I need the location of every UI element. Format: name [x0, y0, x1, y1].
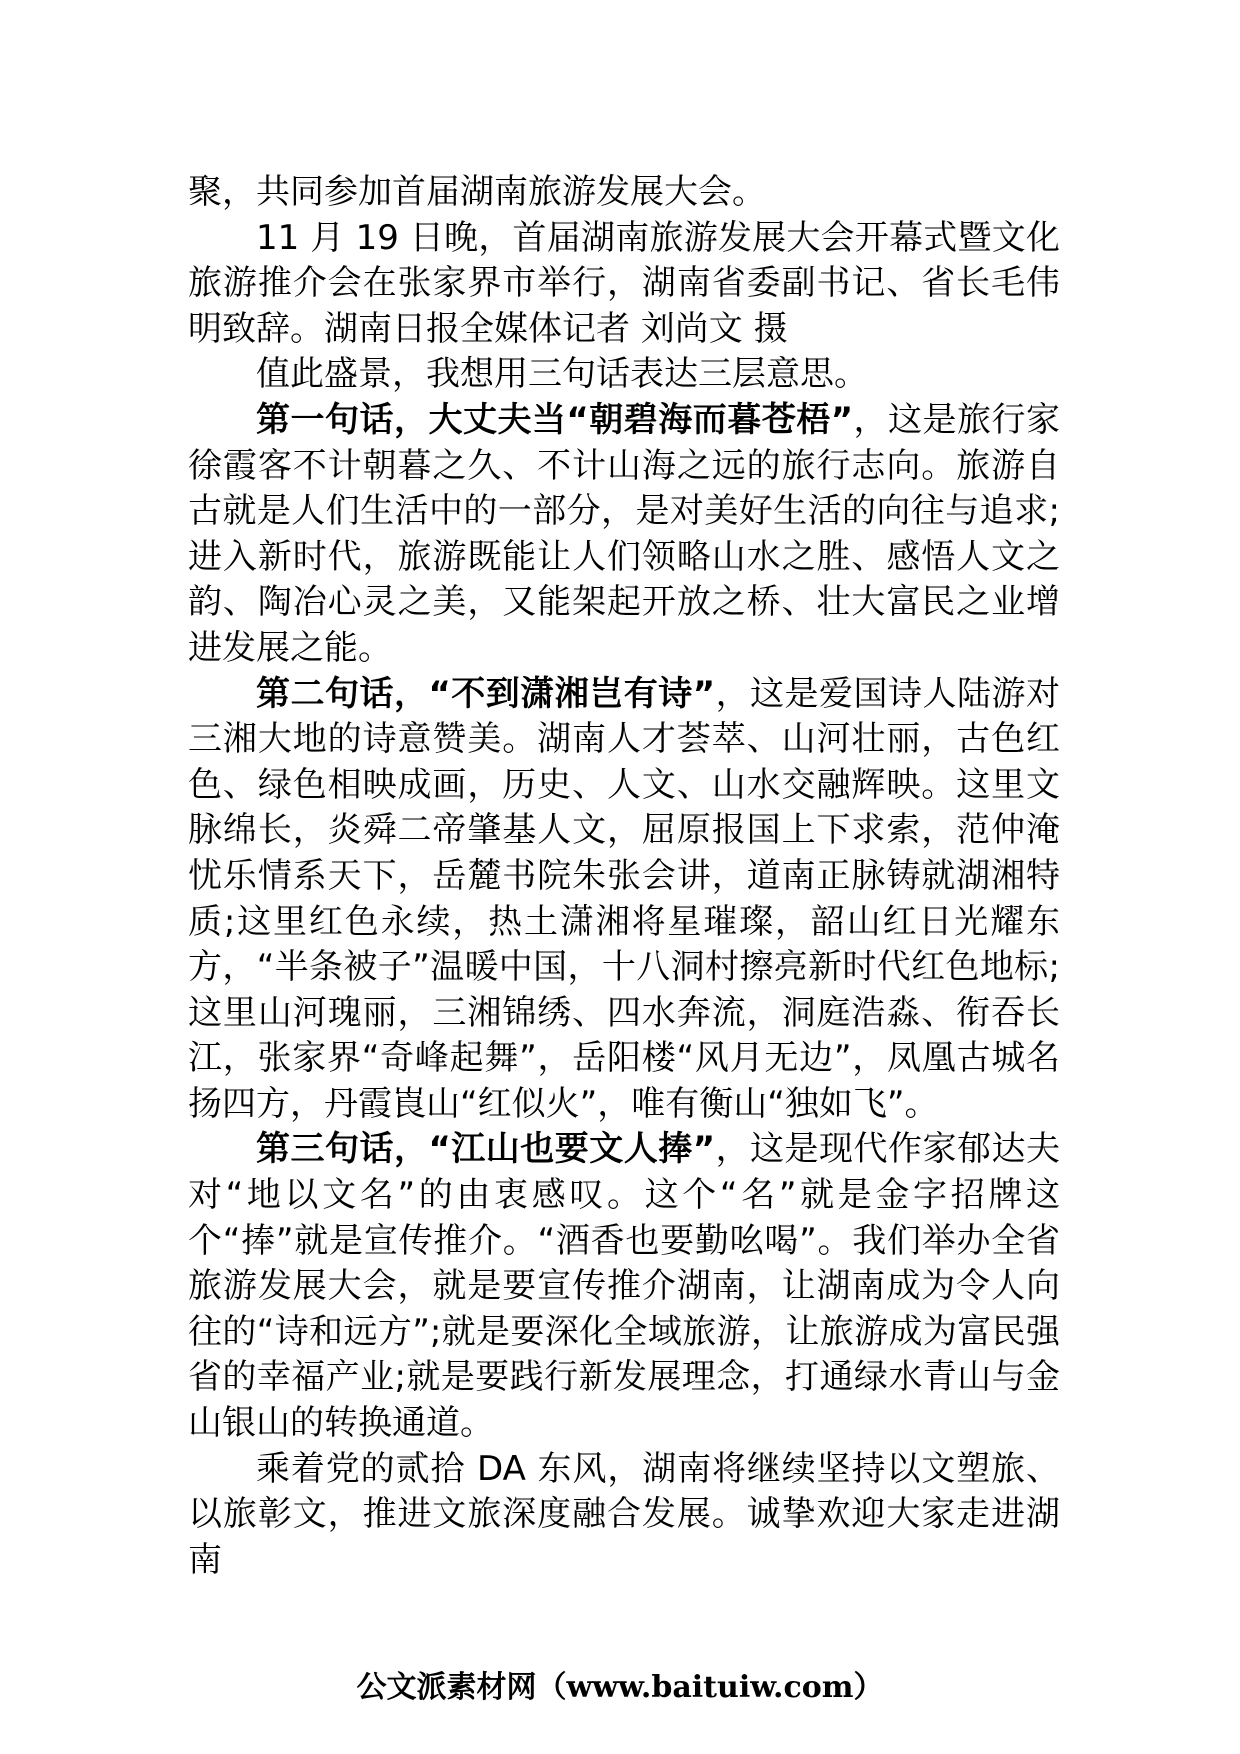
paragraph-lead: 第一句话，大丈夫当“朝碧海而暮苍梧” — [256, 399, 854, 440]
document-body — [188, 170, 1060, 1583]
paragraph-text: 聚，共同参加首届湖南旅游发展大会。 — [188, 172, 766, 212]
paragraph-text: ，这是爱国诗人陆游对三湘大地的诗意赞美。湖南人才荟萃、山河壮丽，古色红色、绿色相映成画，历史、人文、山水交融辉映。这里文脉绵长，炎舜二帝肇基人文，屈原报国上下求索，范仲淹忧乐情系天下，岳麓书院朱张会讲，道南正脉铸就湖湘特质;这里红色永续，热土潇湘将星璀璨，韶山红日光耀东方，“半条被子”温暖中国，十八洞村擦亮新时代红色地标;这里山河瑰丽，三湘锦绣、四水奔流，洞庭浩淼、衔吞长江，张家界“奇峰起舞”，岳阳楼“风月无边”，凤凰古城名扬四方，丹霞崀山“红似火”，唯有衡山“独如飞”。 — [188, 673, 1060, 1124]
paragraph-third-sentence — [188, 1127, 1060, 1446]
paragraph-text: 11 月 19 日晚，首届湖南旅游发展大会开幕式暨文化旅游推介会在张家界市举行，湖南省委副书记、省长毛伟明致辞。湖南日报全媒体记者 刘尚文 摄 — [188, 217, 1060, 349]
paragraph-continuation — [188, 170, 1060, 216]
paragraph-text: 值此盛景，我想用三句话表达三层意思。 — [256, 354, 868, 395]
paragraph-text: ，这是旅行家徐霞客不计朝暮之久、不计山海之远的旅行志向。旅游自古就是人们生活中的一部分，是对美好生活的向往与追求;进入新时代，旅游既能让人们领略山水之胜、感悟人文之韵、陶冶心灵之美，又能架起开放之桥、壮大富民之业增进发展之能。 — [188, 399, 1060, 668]
page-footer: 公文派素材网（www.baituiw.com） — [356, 1670, 884, 1705]
paragraph-lead: 第二句话，“不到潇湘岂有诗” — [256, 673, 716, 714]
paragraph-closing — [188, 1447, 1060, 1584]
paragraph-text: ，这是现代作家郁达夫对“地以文名”的由衷感叹。这个“名”就是金字招牌这个“捧”就是宣传推介。“酒香也要勤吆喝”。我们举办全省旅游发展大会，就是要宣传推介湖南，让湖南成为令人向往的“诗和远方”;就是要深化全域旅游，让旅游成为富民强省的幸福产业;就是要践行新发展理念，打通绿水青山与金山银山的转换通道。 — [188, 1129, 1060, 1444]
paragraph-second-sentence — [188, 672, 1060, 1128]
paragraph-photo-caption — [188, 216, 1060, 353]
paragraph-lead: 第三句话，“江山也要文人捧” — [256, 1129, 716, 1170]
paragraph-intro — [188, 352, 1060, 398]
paragraph-text: 乘着党的贰拾 DA 东风，湖南将继续坚持以文塑旅、以旅彰文，推进文旅深度融合发展。诚挚欢迎大家走进湖南 — [188, 1448, 1060, 1580]
paragraph-first-sentence — [188, 398, 1060, 672]
